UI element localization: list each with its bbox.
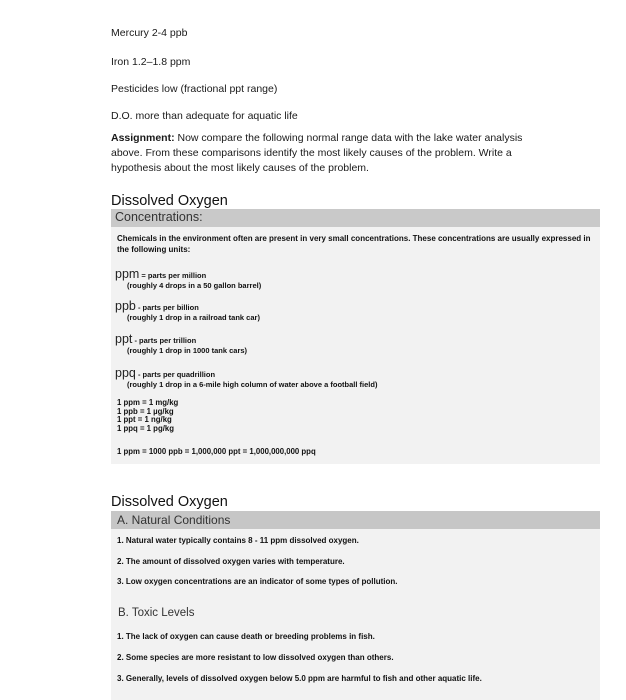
assignment-paragraph bbox=[111, 131, 531, 176]
line-iron: Iron 1.2–1.8 ppm bbox=[111, 56, 191, 68]
unit-ppt bbox=[115, 330, 247, 355]
concentrations-body bbox=[111, 227, 600, 464]
conversion-item: 1 ppm = 1 mg/kg bbox=[117, 398, 179, 407]
unit-ppm bbox=[115, 265, 261, 290]
equivalence-line: 1 ppm = 1000 ppb = 1,000,000 ppt = 1,000,000,000 ppq bbox=[117, 447, 316, 456]
line-mercury: Mercury 2-4 ppb bbox=[111, 27, 188, 39]
unit-def: - parts per billion bbox=[135, 303, 199, 312]
unit-def: - parts per trillion bbox=[132, 336, 197, 345]
conversion-item: 1 ppb = 1 µg/kg bbox=[117, 406, 174, 416]
concentrations-panel bbox=[111, 209, 600, 464]
natural-item-3: 3. Low oxygen concentrations are an indicator of some types of pollution. bbox=[117, 577, 398, 586]
unit-example: (roughly 4 drops in a 50 gallon barrel) bbox=[127, 281, 262, 290]
unit-abbr: ppq bbox=[115, 366, 136, 380]
unit-def: = parts per million bbox=[139, 271, 207, 280]
unit-abbr: ppb bbox=[115, 299, 136, 313]
conversion-item: 1 ppq = 1 pg/kg bbox=[117, 423, 174, 433]
unit-abbr: ppm bbox=[115, 267, 140, 281]
natural-conditions-panel bbox=[111, 511, 600, 700]
concentrations-intro: Chemicals in the environment often are present in very small concentrations. These concentrations are usually expressed in the following units: bbox=[117, 234, 591, 254]
natural-conditions-header: A. Natural Conditions bbox=[111, 511, 600, 529]
assignment-text: Now compare the following normal range data with the lake water analysis above. From these comparisons identify the most likely causes of the problem. Write a hypothesis about the most likely causes of the problem. bbox=[111, 132, 523, 174]
section2-title: Dissolved Oxygen bbox=[111, 494, 228, 510]
unit-ppq bbox=[115, 364, 377, 389]
toxic-item-2: 2. Some species are more resistant to low dissolved oxygen than others. bbox=[117, 653, 394, 662]
section1-title: Dissolved Oxygen bbox=[111, 193, 228, 209]
concentrations-header: Concentrations: bbox=[111, 209, 600, 227]
toxic-levels-header: B. Toxic Levels bbox=[118, 607, 195, 619]
natural-conditions-body bbox=[111, 529, 600, 700]
unit-example: (roughly 1 drop in a railroad tank car) bbox=[127, 313, 260, 322]
toxic-item-3: 3. Generally, levels of dissolved oxygen below 5.0 ppm are harmful to fish and other aquatic life. bbox=[117, 674, 482, 683]
unit-abbr: ppt bbox=[115, 332, 133, 346]
toxic-item-1: 1. The lack of oxygen can cause death or breeding problems in fish. bbox=[117, 632, 375, 641]
unit-example: (roughly 1 drop in a 6-mile high column of water above a football field) bbox=[127, 380, 378, 389]
unit-example: (roughly 1 drop in 1000 tank cars) bbox=[127, 346, 248, 355]
conversions-list bbox=[117, 399, 178, 433]
conversion-item: 1 ppt = 1 ng/kg bbox=[117, 415, 172, 424]
line-do: D.O. more than adequate for aquatic life bbox=[111, 110, 298, 122]
unit-def: - parts per quadrillion bbox=[135, 370, 216, 379]
natural-item-1: 1. Natural water typically contains 8 - 11 ppm dissolved oxygen. bbox=[117, 536, 359, 545]
assignment-label: Assignment: bbox=[111, 132, 175, 144]
natural-item-2: 2. The amount of dissolved oxygen varies with temperature. bbox=[117, 557, 345, 566]
unit-ppb bbox=[115, 297, 260, 322]
line-pesticides: Pesticides low (fractional ppt range) bbox=[111, 83, 278, 95]
